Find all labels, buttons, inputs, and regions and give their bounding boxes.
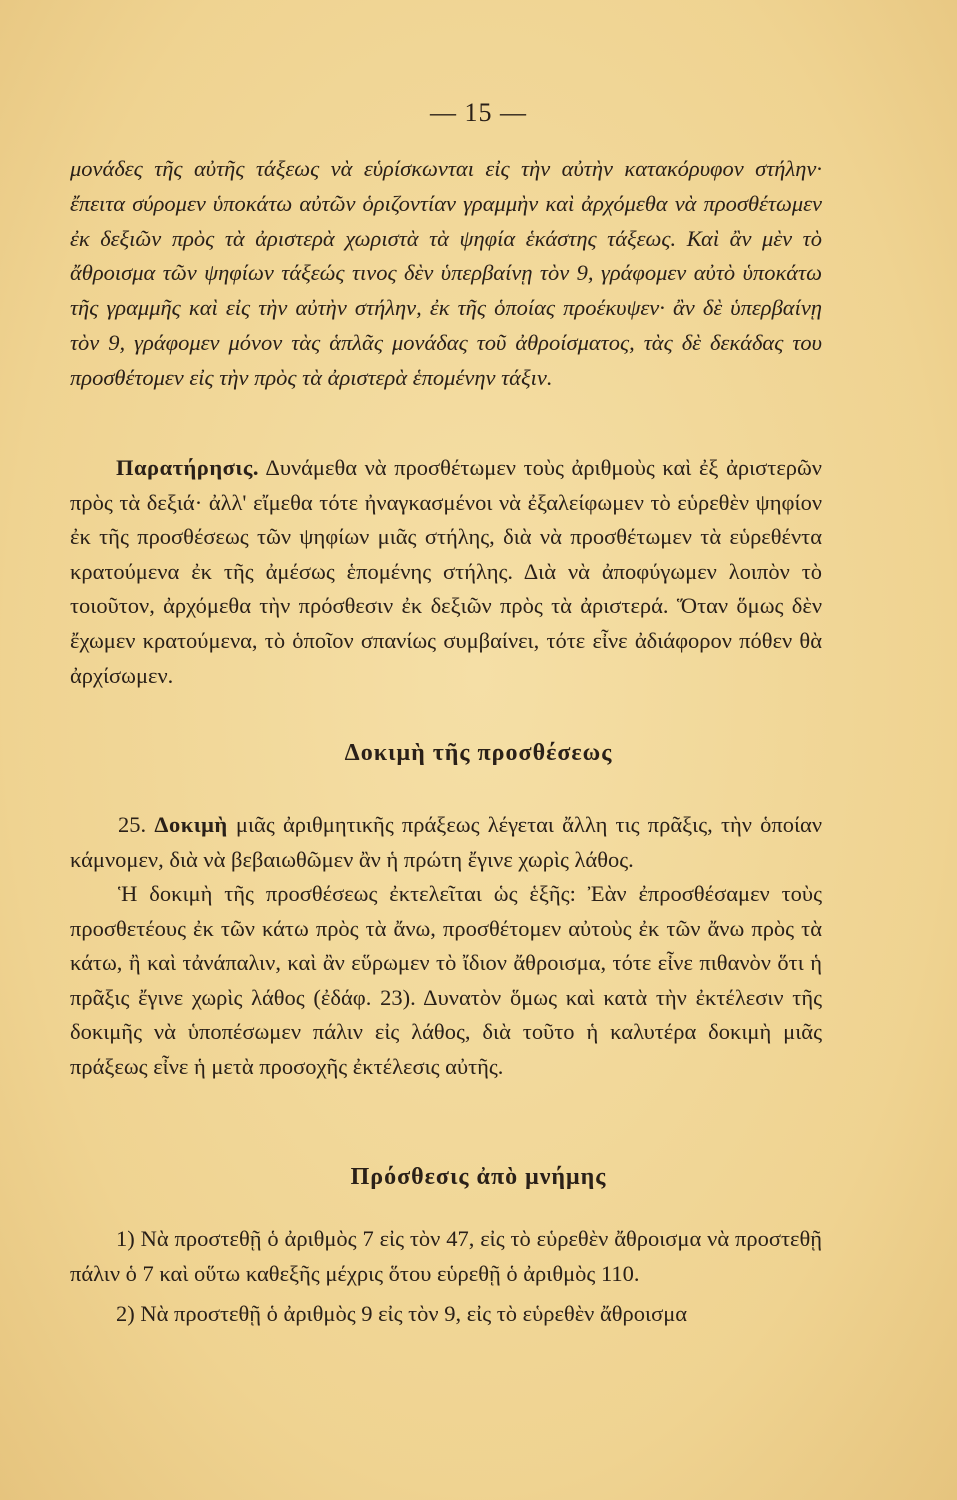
exercise-item: 2) Νὰ προστεθῇ ὁ ἀριθμὸς 9 εἰς τὸν 9, εἰς τὸ εὑρεθὲν ἄθροισμα [116, 1301, 688, 1326]
section-25 [70, 808, 822, 1084]
intro-text: μονάδες τῆς αὐτῆς τάξεως νὰ εὑρίσκωνται εἰς τὴν αὐτὴν κατακόρυφον στήλην· ἔπειτα σύρομεν ὑποκάτω αὐτῶν ὁριζοντίαν γραμμὴν καὶ ἀρχόμεθα νὰ προσθέτωμεν ἐκ δεξιῶν πρὸς τὰ ἀριστερὰ χωριστὰ τὰ ψηφία ἑκάστης τάξεως. Καὶ ἂν μὲν τὸ ἄθροισμα τῶν ψηφίων τάξεώς τινος δὲν ὑπερβαίνῃ τὸν 9, γράφομεν αὐτὸ ὑποκάτω τῆς γραμμῆς καὶ εἰς τὴν αὐτὴν στήλην, ἐκ τῆς ὁποίας προέκυψεν· ἂν δὲ ὑπερβαίνῃ τὸν 9, γράφομεν μόνον τὰς ἁπλᾶς μονάδας τοῦ ἀθροίσματος, τὰς δὲ δεκάδας του προσθέτομεν εἰς τὴν πρὸς τὰ ἀριστερὰ ἑπομένην τάξιν. [70, 156, 822, 390]
definition-paragraph [70, 808, 822, 877]
defined-term: Δοκιμὴ [154, 812, 228, 837]
remark-body [70, 451, 822, 693]
definition-text: μιᾶς ἀριθμητικῆς πράξεως λέγεται ἄλλη τις πρᾶξις, τὴν ὁποίαν κάμνομεν, διὰ νὰ βεβαιωθῶμεν ἂν ἡ πρώτη ἔγινε χωρὶς λάθος. [70, 812, 823, 872]
page-number: — 15 — [430, 98, 527, 127]
check-procedure-paragraph: Ἡ δοκιμὴ τῆς προσθέσεως ἐκτελεῖται ὡς ἑξῆς: Ἐὰν ἐπροσθέσαμεν τοὺς προσθετέους ἐκ τῶν κάτω πρὸς τὰ ἄνω, προσθέτομεν αὐτοὺς ἐκ τῶν ἄνω πρὸς τὰ κάτω, ἢ καὶ τἀνάπαλιν, καὶ ἂν εὕρωμεν τὸ ἴδιον ἄθροισμα, τότε εἶνε πιθανὸν ὅτι ἡ πρᾶξις ἔγινε χωρὶς λάθος (ἐδάφ. 23). Δυνατὸν ὅμως καὶ κατὰ τὴν ἐκτέλεσιν τῆς δοκιμῆς νὰ ὑποπέσωμεν πάλιν εἰς λάθος, διὰ τοῦτο ἡ καλυτέρα δοκιμὴ μιᾶς πράξεως εἶνε ἡ μετὰ προσοχῆς ἐκτέλεσις αὐτῆς. [70, 881, 822, 1079]
remark-text: Δυνάμεθα νὰ προσθέτωμεν τοὺς ἀριθμοὺς καὶ ἐξ ἀριστερῶν πρὸς τὰ δεξιά· ἀλλ' εἴμεθα τότε ἠναγκασμένοι νὰ ἐξαλείφωμεν τὸ εὑρεθὲν ψηφίον ἐκ τῆς προσθέσεως τῶν ψηφίων μιᾶς στήλης, διὰ νὰ προσθέτωμεν τὰ εὑρεθέντα κρατούμενα ἐκ τῆς ἀμέσως ἑπομένης στήλης. Διὰ νὰ ἀποφύγωμεν λοιπὸν τὸ τοιοῦτον, ἀρχόμεθα τὴν πρόσθεσιν ἐκ δεξιῶν πρὸς τὰ ἀριστερά. Ὅταν ὅμως δὲν ἔχωμεν κρατούμενα, τὸ ὁποῖον σπανίως συμβαίνει, τότε εἶνε ἀδιάφορον πόθεν θὰ ἀρχίσωμεν. [70, 455, 822, 688]
section-number: 25. [118, 812, 147, 837]
section-heading-check: Δοκιμὴ τῆς προσθέσεως [344, 740, 613, 766]
section-heading-memory: Πρόσθεσις ἀπὸ μνήμης [350, 1164, 607, 1190]
remark-paragraph [70, 451, 822, 693]
intro-paragraph [70, 152, 822, 396]
remark-label: Παρατήρησις. [116, 455, 259, 480]
exercise-list [70, 1222, 822, 1332]
exercise-item: 1) Νὰ προστεθῇ ὁ ἀριθμὸς 7 εἰς τὸν 47, εἰς τὸ εὑρεθὲν ἄθροισμα νὰ προστεθῇ πάλιν ὁ 7 καὶ οὕτω καθεξῆς μέχρις ὅτου εὑρεθῇ ὁ ἀριθμὸς 110. [70, 1226, 822, 1286]
